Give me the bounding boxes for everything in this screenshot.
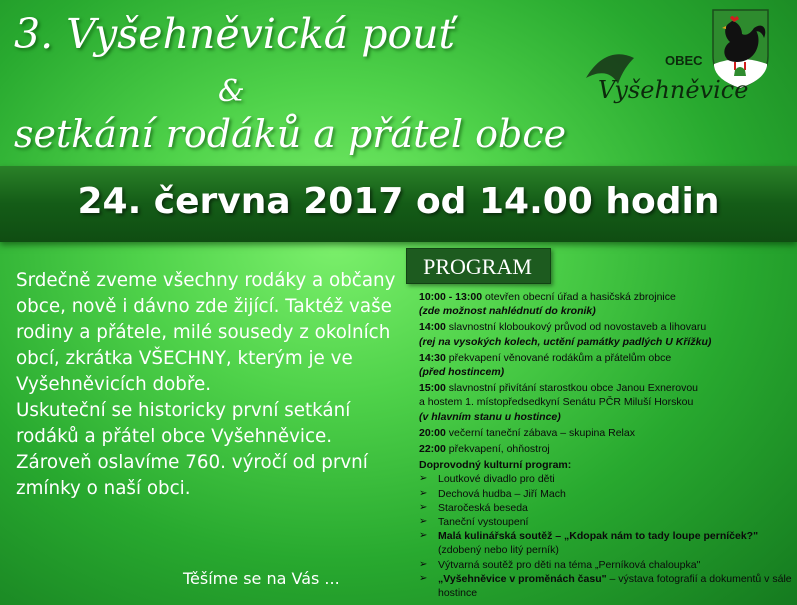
event-time: 20:00 bbox=[419, 426, 446, 439]
program-schedule bbox=[419, 290, 795, 600]
logo-village-name: Vyšehněvice bbox=[598, 76, 749, 104]
event-text: večerní taneční zábava – skupina Relax bbox=[448, 426, 635, 439]
list-item bbox=[419, 558, 795, 572]
event-note: (v hlavním stanu u hostince) bbox=[419, 410, 561, 423]
invitation-paragraph-2: Uskuteční se historicky první setkání rodáků a přátel obce Vyšehněvice. Zároveň oslavíme 760. výročí od první zmínky o naší obci. bbox=[16, 400, 368, 499]
date-banner-text: 24. června 2017 od 14.00 hodin bbox=[77, 181, 720, 222]
schedule-item bbox=[419, 442, 795, 456]
item-text: Dechová hudba – Jiří Mach bbox=[438, 487, 566, 500]
event-text: překvapení, ohňostroj bbox=[448, 443, 550, 456]
title-ampersand: & bbox=[218, 74, 245, 109]
list-item bbox=[419, 487, 795, 501]
list-item bbox=[419, 501, 795, 515]
list-item bbox=[419, 572, 795, 600]
cultural-program-heading: Doprovodný kulturní program: bbox=[419, 459, 572, 472]
item-text: (zdobený nebo litý perník) bbox=[438, 544, 559, 557]
item-text: Staročeská beseda bbox=[438, 501, 528, 514]
event-text: slavnostní přivítání starostkou obce Janou Exnerovou bbox=[448, 382, 699, 395]
event-time: 10:00 - 13:00 bbox=[419, 291, 483, 303]
closing-line: Těšíme se na Vás ... bbox=[183, 569, 340, 588]
item-text: Výtvarná soutěž pro děti na téma „Perníková chaloupka" bbox=[438, 558, 701, 571]
title-line-2: setkání rodáků a přátel obce bbox=[14, 112, 567, 156]
list-item bbox=[419, 515, 795, 529]
event-time: 15:00 bbox=[419, 382, 446, 395]
item-text: – výstava fotografií a dokumentů v sále hostince bbox=[438, 572, 792, 600]
logo-obec-label: OBEC bbox=[665, 53, 703, 68]
schedule-item bbox=[419, 351, 795, 379]
schedule-item bbox=[419, 290, 795, 318]
invitation-paragraph-1: Srdečně zveme všechny rodáky a občany obce, nově i dávno zde žijící. Taktéž vaše rodiny a přátele, milé sousedy z okolních obcí, zkrátka VŠECHNY, kterým je ve Vyšehněvicích dobře. bbox=[16, 270, 396, 395]
cultural-program-list bbox=[419, 472, 795, 600]
event-note: (před hostincem) bbox=[419, 366, 505, 379]
item-text: Taneční vystoupení bbox=[438, 516, 529, 529]
event-time: 14:00 bbox=[419, 321, 446, 334]
schedule-item bbox=[419, 320, 795, 348]
schedule-item bbox=[419, 381, 795, 424]
event-note: (rej na vysokých kolech, uctění památky padlých U Křížku) bbox=[419, 335, 712, 348]
event-time: 22:00 bbox=[419, 443, 446, 456]
invitation-text bbox=[16, 268, 401, 502]
event-text: otevřen obecní úřad a hasičská zbrojnice bbox=[484, 291, 676, 303]
event-text-line-2: a hostem 1. místopředsedkyní Senátu PČR Miluší Horskou bbox=[419, 396, 694, 409]
item-bold: „Vyšehněvice v proměnách času" bbox=[438, 572, 607, 585]
list-item bbox=[419, 529, 795, 557]
event-text: překvapení věnované rodákům a přátelům obce bbox=[448, 351, 672, 364]
list-item bbox=[419, 472, 795, 486]
program-heading: PROGRAM bbox=[423, 254, 532, 279]
event-note: (zde možnost nahlédnutí do kronik) bbox=[419, 305, 596, 318]
title-line-1: 3. Vyšehněvická pouť bbox=[14, 10, 456, 58]
item-text: Loutkové divadlo pro děti bbox=[438, 473, 555, 486]
schedule-item bbox=[419, 426, 795, 440]
event-time: 14:30 bbox=[419, 351, 446, 364]
event-text: slavnostní kloboukový průvod od novostaveb a lihovaru bbox=[448, 321, 707, 334]
item-bold: Malá kulinářská soutěž – „Kdopak nám to tady loupe perníček?" bbox=[438, 530, 759, 543]
